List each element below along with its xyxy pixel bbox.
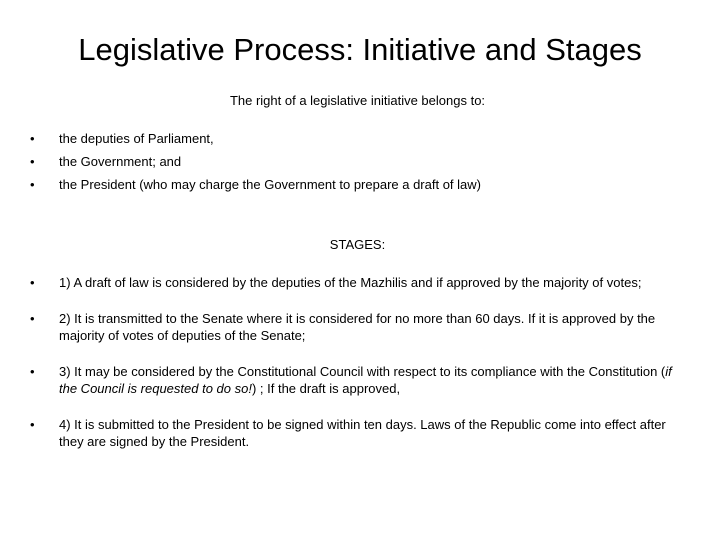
bullet-icon: • [30,417,35,432]
slide-title: Legislative Process: Initiative and Stages [78,32,642,67]
stages-list [30,274,685,450]
bullet-icon: • [30,131,35,146]
list-item [30,274,685,291]
stage-4-text: 4) It is submitted to the President to be signed within ten days. Laws of the Republic come into effect after they are signed by the President. [59,417,666,449]
stage-1-text: 1) A draft of law is considered by the deputies of the Mazhilis and if approved by the majority of votes; [59,275,642,290]
bullet-icon: • [30,177,35,192]
list-item [30,130,685,147]
stage-2-text: 2) It is transmitted to the Senate where it is considered for no more than 60 days. If it is approved by the majority of votes of deputies of the Senate; [59,311,656,343]
list-item [30,416,685,450]
stage-3-text [59,364,672,396]
bullet-icon: • [30,364,35,379]
slide-body [30,92,685,469]
initiative-intro: The right of a legislative initiative belongs to: [229,93,486,108]
initiative-item-deputies: the deputies of Parliament, [59,131,214,146]
stage-3-italic-note: if the Council is requested to do so! [59,364,672,396]
initiative-list [30,130,685,193]
stage-3-text-end: ) ; If the draft is approved, [251,381,401,396]
bullet-icon: • [30,154,35,169]
stage-3-text-start: 3) It may be considered by the Constitutional Council with respect to its compliance with the Constitution ( [59,364,666,379]
bullet-icon: • [30,275,35,290]
list-item [30,363,685,397]
list-item [30,310,685,344]
bullet-icon: • [30,311,35,326]
stages-heading: STAGES: [329,237,386,252]
initiative-item-president: the President (who may charge the Government to prepare a draft of law) [59,177,481,192]
list-item [30,153,685,170]
initiative-item-government: the Government; and [59,154,182,169]
list-item [30,176,685,193]
